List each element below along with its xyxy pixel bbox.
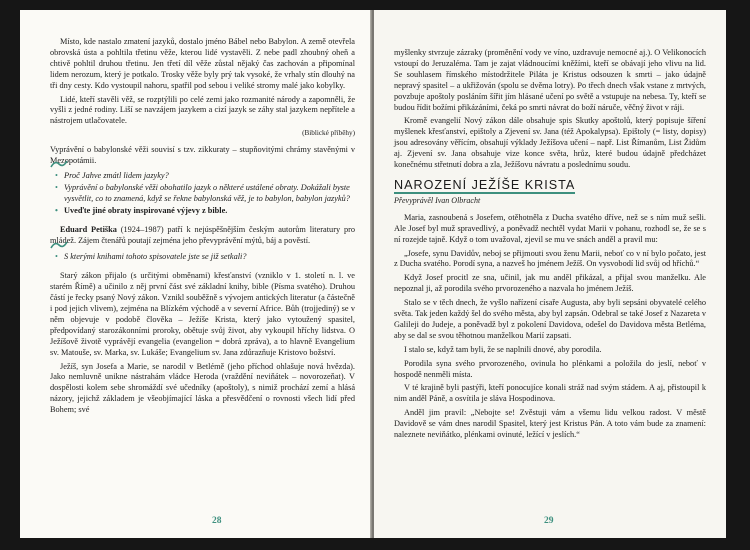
paragraph: Ježíš, syn Josefa a Marie, se narodil v Betlémě (jeho příchod ohlašuje nová hvězda). Jako nemluvně unikne nástrahám vládce Heroda (vraždění neviňátek – novorozeňat). V dospělosti kolem sebe shromáždí své učedníky (apoštoly), s nimiž prochází zemí a hlásá názory, jejichž základem je všeobjímající láska a přesvědčení o rovnosti všech lidí před Bohem; své	[50, 361, 355, 415]
source-note: (Biblické příběhy)	[302, 129, 355, 138]
paragraph: Starý zákon přijalo (s určitými obměnami) křesťanství (vzniklo v 1. století n. l. ve starém Římě) a učinilo z něj první část své základní knihy, bible (Písma svatého). Druhou částí je řecky psaný Nový zákon. Vznikl souběžně s vývojem antických literatur (a částečně i pod jejich vlivem), zejména na Blízkém východě a v severní Africe. Bůh (trojjediný) se v něm objevuje v podobě člověka – Ježíše Krista, který jako vytoužený spasitel, předpovídaný starozákonními proroky, obětuje svůj život, aby vykoupil hříchy lidstva. O Ježíšově životě vyprávějí evangelia (evangelion = dobrá zpráva), a to hlavně Evangelium sv. Matouše, sv. Marka, sv. Lukáše; Evangelium sv. Jana zdůrazňuje Kristovo božství.	[50, 271, 355, 357]
author-name: Eduard Petiška	[60, 224, 117, 234]
section-heading: NAROZENÍ JEŽÍŠE KRISTA	[394, 177, 576, 192]
left-text-column	[50, 37, 355, 419]
task-item: • S kterými knihami tohoto spisovatele jste se již setkali?	[64, 252, 355, 263]
left-page	[20, 10, 372, 538]
paragraph: „Josefe, synu Davidův, neboj se přijmouti svou ženu Marii, neboť co v ní bylo počato, jest z Ducha svatého. Porodí syna, a nazveš ho jménem Ježíš. On vysvobodí lid svůj od hříchů.“	[394, 248, 706, 269]
paragraph: I stalo se, když tam byli, že se naplnili dnové, aby porodila.	[404, 344, 602, 354]
task-item: • Proč Jahve zmátl lidem jazyky?	[64, 171, 355, 182]
task-list	[50, 252, 355, 263]
task-item: • Uveďte jiné obraty inspirované výjevy z bible.	[64, 206, 355, 217]
paragraph: Maria, zasnoubená s Josefem, otěhotněla z Ducha svatého dříve, než se s ním muž sešli. Ale Josef byl muž spravedlivý, a poněvadž nechtěl vydat Marii v pohanu, rozhodl se, že se s ní rozejde tajně. Když o tom uvažoval, zjevil se mu ve snách anděl a pravil mu:	[394, 212, 706, 244]
paragraph: Anděl jim pravil: „Nebojte se! Zvěstuji vám a všemu lidu velkou radost. V městě Davidově se vám dnes narodil Spasitel, který jest Kristus Pán. A toto vám bude za znamení: naleznete neviňátko, plénkami ovinuté, ležící v jeslích.“	[394, 408, 706, 440]
section-subheading: Převyprávěl Ivan Olbracht	[394, 195, 481, 205]
right-page	[374, 10, 726, 538]
paragraph: V té krajině byli pastýři, kteří ponocujíce konali stráž nad svým stádem. A aj, přistoupil k nim anděl Páně, a osvítila je sláva Hospodinova.	[394, 383, 706, 404]
paragraph: Místo, kde nastalo zmatení jazyků, dostalo jméno Bábel nebo Babylon. A země otevřela obrovská ústa a pohltila třetinu věže, kterou lidé vystavěli. Z nebe padl zhoubný oheň a chtivě pohltil druhou třetinu. Jen třetí díl věže zůstal nějaký čas zachován a připomínal lidem nerozum, který je potkalo. Trosky věže byly prý tak vysoké, že vrhaly stín dlouhý na tři dny cesty. Kdo vystoupil nahoru, spatřil pod sebou i veliké stromy malé jako kobylky.	[50, 37, 355, 90]
paragraph: Když Josef procitl ze sna, učinil, jak mu anděl přikázal, a přijal svou manželku. Ale nepoznal ji, až porodila svého prvorozeného a nazvala ho jménem Ježíš.	[394, 273, 706, 294]
author-text: (1924–1987) patří k nejúspěšnějším českým autorům literatury pro mládež. Zájem čtenářů poutají zejména jeho převyprávění mýtů, báj a pověstí.	[50, 224, 356, 245]
paragraph: Stalo se v těch dnech, že vyšlo nařízení císaře Augusta, aby byli sepsáni obyvatelé celého světa. Tak jeden každý šel do svého města, aby byl zapsán. Odebral se také Josef z Nazareta v Galileji do Judeje, a poněvadž byl z pokolení Davidova, odešel do Davidova města Betléma, aby se dal se svou těhotnou manželkou Marií zapsati.	[394, 298, 706, 340]
author-paragraph	[50, 225, 355, 247]
paragraph: Vyprávění o babylonské věži souvisí s tzv. zikkuraty – stupňovitými chrámy stavěnými v Mezopotámii.	[50, 145, 355, 166]
paragraph: myšlenky stvrzuje zázraky (proměnění vody ve víno, uzdravuje nemocné aj.). O Velikonocích vstoupí do Jeruzaléma. Tam je zajat vládnoucími kněžími, kteří se obávají jeho vlivu na lid. Se souhlasem římského místodržitele Piláta je Kristus odsouzen k smrti – jako údajně nepravý spasitel – a ukřižován (spolu se dvěma lotry). Po třech dnech však vstane z mrtvých, povzbuje apoštoly posláním šířit jím hlásané učení po světě a vstupuje na nebesa. Ty, kteří se budou řídit božími přikázáními, čeká po smrti návrat do boží náruče, věčný život v ráji.	[394, 48, 706, 112]
paragraph: Kromě evangelií Nový zákon dále obsahuje spis Skutky apoštolů, který popisuje šíření myšlenek křesťanství, epištoly a Zjevení sv. Jana (též Apokalypsa). Epištoly (= listy, dopisy) jsou adresovány věřícím, obsahují výklady Ježíšova učení – např. List Římanům, List Židům aj. Zjevení sv. Jana obsahuje vize konce světa, hrůz, které budou údajně předcházet konečnému střetnutí dobra a zla, Ježíšovu návratu a poslednímu soudu.	[394, 116, 706, 170]
task-item: • Vyprávění o babylonské věži obohatilo jazyk o některé ustálené obraty. Dokážali byste vysvětlit, co to znamená, když se řekne babylonská věž, je to babylon, babylon jazyků?	[64, 183, 355, 205]
task-list	[50, 171, 355, 217]
page-number: 29	[544, 516, 554, 526]
paragraph: Porodila syna svého prvorozeného, ovinula ho plénkami a položila do jeslí, neboť v hospodě nenměli místa.	[394, 358, 706, 379]
page-number: 28	[212, 516, 222, 526]
paragraph: Lidé, kteří stavěli věž, se rozptýlili po celé zemi jako rozmanité národy a zapomněli, že vyšli z jedné rodiny. Liší se navzájem jazykem a cizí jazyk se záhy stal jazykem nepřítele a nástrojem utlačovatele.	[50, 94, 355, 126]
right-text-column	[394, 48, 706, 444]
